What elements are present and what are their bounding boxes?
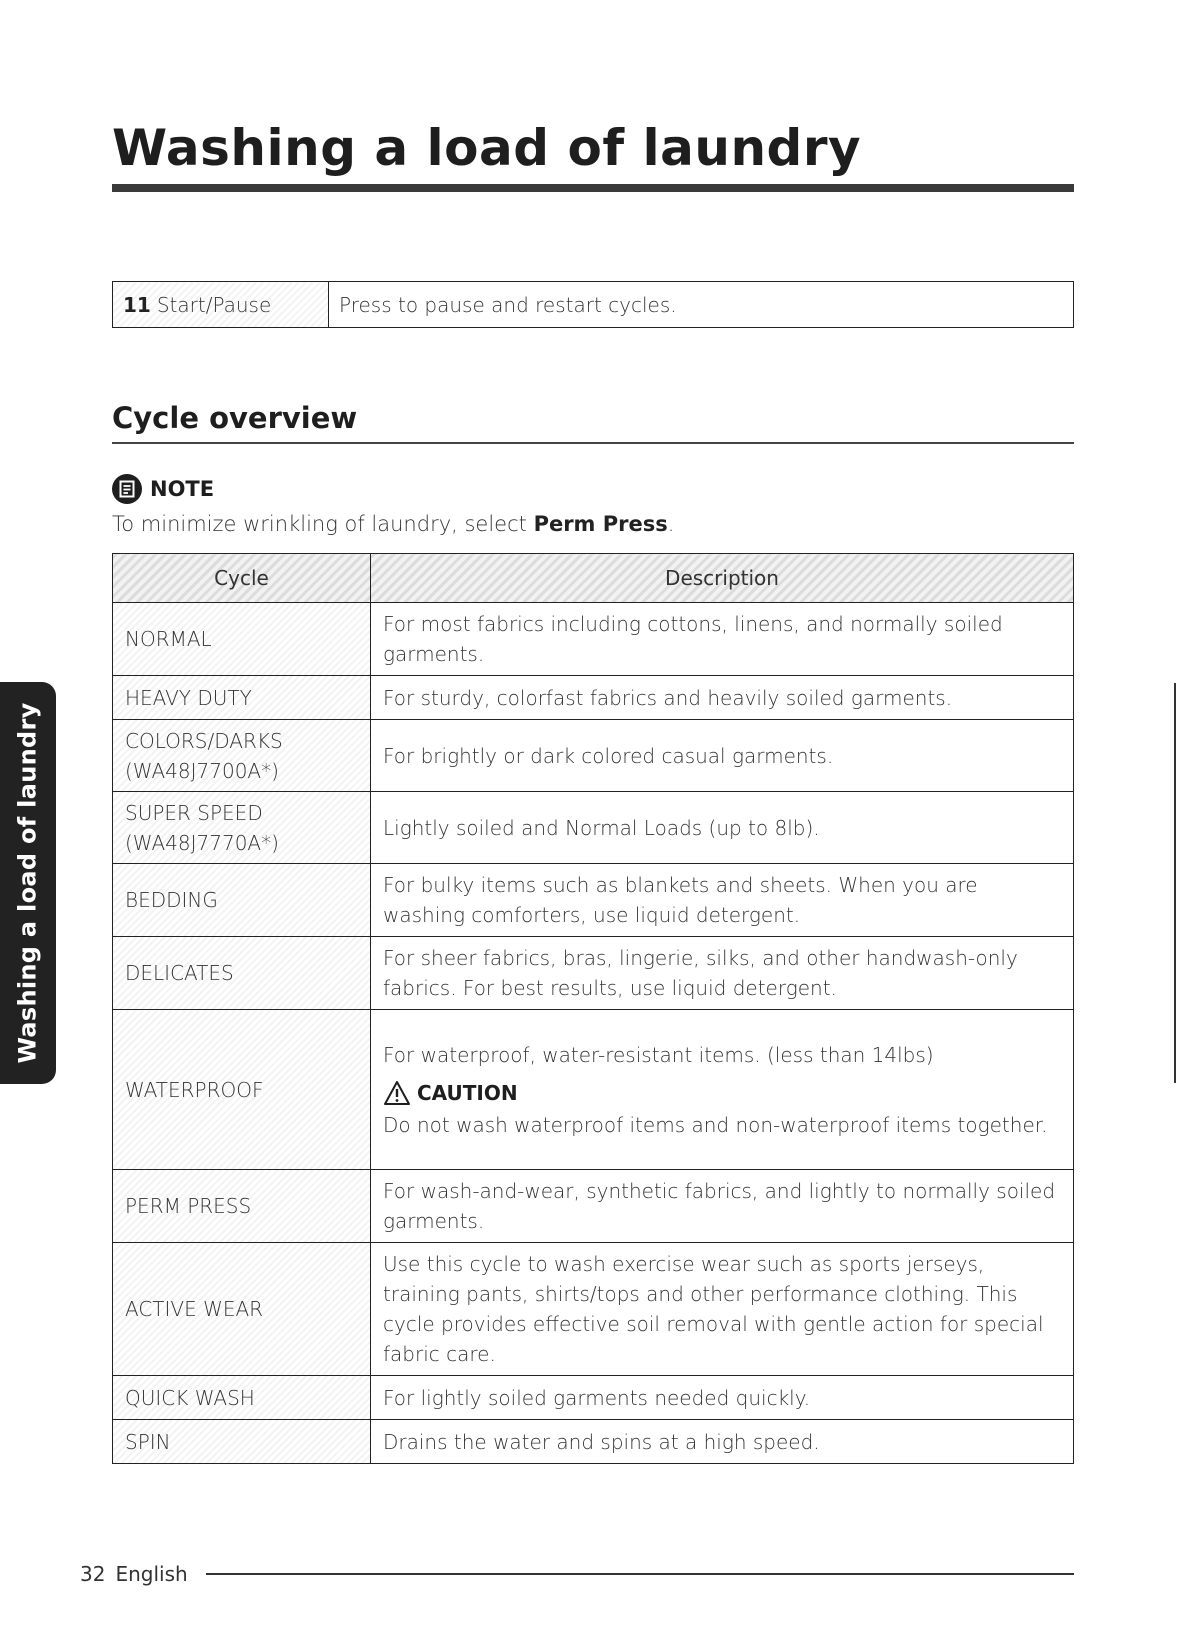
description-text: For waterproof, water-resistant items. (less than 14lbs) xyxy=(383,1042,934,1067)
footer xyxy=(80,1562,1074,1586)
caution-text: Do not wash waterproof items and non-waterproof items together. xyxy=(383,1112,1048,1137)
header-description: Description xyxy=(371,554,1074,603)
side-tab-label: Washing a load of laundry xyxy=(14,702,43,1064)
cycle-name: SPIN xyxy=(125,1429,171,1454)
table-row xyxy=(113,282,1074,328)
description-cell: For most fabrics including cottons, linens, and normally soiled garments. xyxy=(371,603,1074,676)
table-row xyxy=(113,1010,1074,1170)
description-cell: For sturdy, colorfast fabrics and heavily soiled garments. xyxy=(371,676,1074,720)
side-tab xyxy=(0,682,56,1084)
cycle-cell xyxy=(113,1420,371,1464)
footer-rule xyxy=(206,1573,1074,1575)
cycle-model: (WA48J7700A*) xyxy=(125,758,279,783)
cycle-cell xyxy=(113,1376,371,1420)
description-cell: For brightly or dark colored casual garments. xyxy=(371,720,1074,792)
cycle-cell xyxy=(113,676,371,720)
description-cell: For bulky items such as blankets and sheets. When you are washing comforters, use liquid detergent. xyxy=(371,864,1074,937)
control-key-cell xyxy=(113,282,329,328)
note-label: NOTE xyxy=(150,477,215,501)
note-icon xyxy=(112,474,142,504)
cycle-cell xyxy=(113,864,371,937)
cycle-name: BEDDING xyxy=(125,888,218,912)
table-row xyxy=(113,864,1074,937)
page-number: 32 xyxy=(80,1562,106,1586)
note-text-prefix: To minimize wrinkling of laundry, select xyxy=(112,512,534,536)
description-cell: Drains the water and spins at a high speed. xyxy=(371,1420,1074,1464)
cycle-model: (WA48J7770A*) xyxy=(125,830,279,855)
cycle-table xyxy=(112,553,1074,1464)
cycle-cell xyxy=(113,1243,371,1376)
warning-triangle-icon xyxy=(383,1080,411,1106)
cycle-name: HEAVY DUTY xyxy=(125,685,252,710)
cycle-cell xyxy=(113,937,371,1010)
cycle-name: DELICATES xyxy=(125,961,234,985)
caution-label: CAUTION xyxy=(417,1080,518,1105)
table-row xyxy=(113,792,1074,864)
description-cell: For wash-and-wear, synthetic fabrics, and lightly to normally soiled garments. xyxy=(371,1170,1074,1243)
header-cycle: Cycle xyxy=(113,554,371,603)
page-title: Washing a load of laundry xyxy=(112,119,862,177)
side-edge-line xyxy=(1174,683,1176,1083)
cycle-name: ACTIVE WEAR xyxy=(125,1297,264,1321)
table-row xyxy=(113,1420,1074,1464)
cycle-cell xyxy=(113,1010,371,1170)
footer-language: English xyxy=(115,1562,188,1586)
cycle-name: SUPER SPEED xyxy=(125,800,263,825)
note-text-suffix: . xyxy=(667,512,675,536)
control-table xyxy=(112,281,1074,328)
caution-heading xyxy=(383,1078,1061,1108)
cycle-name: COLORS/DARKS xyxy=(125,728,283,753)
description-cell: For sheer fabrics, bras, lingerie, silks, and other handwash-only fabrics. For best results, use liquid detergent. xyxy=(371,937,1074,1010)
description-cell: For lightly soiled garments needed quickly. xyxy=(371,1376,1074,1420)
title-rule xyxy=(112,184,1074,192)
cycle-name: PERM PRESS xyxy=(125,1194,252,1218)
table-row xyxy=(113,676,1074,720)
cycle-cell xyxy=(113,720,371,792)
table-row xyxy=(113,603,1074,676)
table-row xyxy=(113,1376,1074,1420)
section-rule xyxy=(112,442,1074,444)
cycle-name: NORMAL xyxy=(125,627,212,651)
cycle-cell xyxy=(113,603,371,676)
cycle-cell xyxy=(113,792,371,864)
note-heading xyxy=(112,474,214,504)
description-cell: Lightly soiled and Normal Loads (up to 8lb). xyxy=(371,792,1074,864)
control-value: Press to pause and restart cycles. xyxy=(329,282,1074,328)
control-key: Start/Pause xyxy=(156,292,272,317)
table-row xyxy=(113,937,1074,1010)
note-text xyxy=(112,512,674,536)
cycle-cell xyxy=(113,1170,371,1243)
note-text-bold: Perm Press xyxy=(533,512,668,536)
cycle-name: QUICK WASH xyxy=(125,1385,255,1410)
table-row xyxy=(113,1243,1074,1376)
table-row xyxy=(113,1170,1074,1243)
cycle-name: WATERPROOF xyxy=(125,1077,264,1102)
section-title: Cycle overview xyxy=(112,401,358,435)
description-cell: Use this cycle to wash exercise wear such as sports jerseys, training pants, shirts/tops and other performance clothing. This cycle provides effective soil removal with gentle action for special fabric care. xyxy=(371,1243,1074,1376)
table-row xyxy=(113,720,1074,792)
table-header-row xyxy=(113,554,1074,603)
description-cell xyxy=(371,1010,1074,1170)
control-number: 11 xyxy=(123,292,151,317)
